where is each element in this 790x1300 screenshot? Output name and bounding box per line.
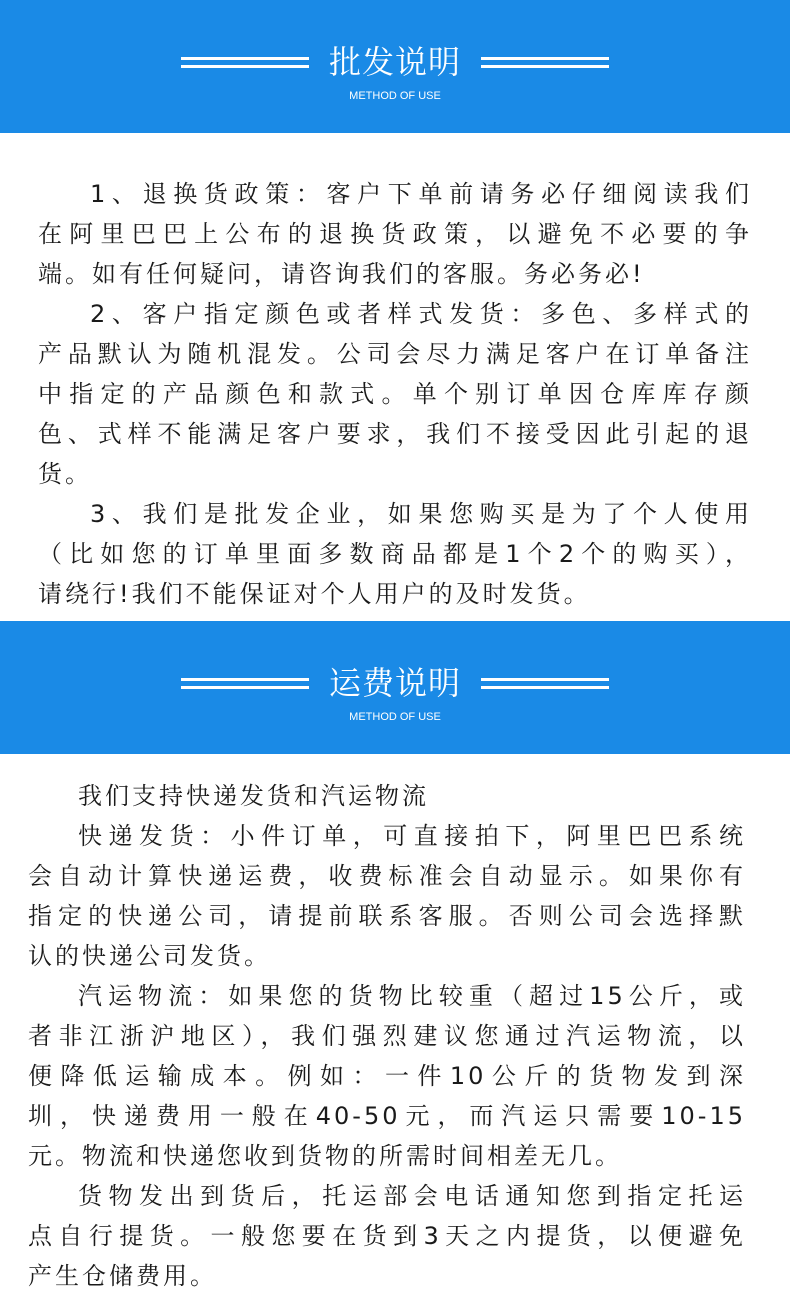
wholesale-line: 1、退换货政策：客户下单前请务必仔细阅读我们	[90, 180, 752, 208]
shipping-subtitle: METHOD OF USE	[349, 711, 441, 723]
shipping-title-row	[0, 655, 790, 711]
right-decoration-lines	[481, 678, 609, 689]
right-decoration-lines	[481, 57, 609, 68]
wholesale-line: 3、我们是批发企业，如果您购买是为了个人使用	[90, 500, 752, 528]
wholesale-line: 请绕行!我们不能保证对个人用户的及时发货。	[38, 580, 591, 608]
shipping-line: 便降低运输成本。例如：一件10公斤的货物发到深	[28, 1062, 746, 1090]
left-decoration-lines	[181, 678, 309, 689]
wholesale-title: 批发说明	[328, 43, 461, 81]
shipping-line: 认的快递公司发货。	[28, 942, 271, 970]
shipping-title: 运费说明	[328, 664, 461, 702]
shipping-line: 会自动计算快递运费，收费标准会自动显示。如果你有	[28, 862, 746, 890]
wholesale-line: （比如您的订单里面多数商品都是1个2个的购买），	[38, 540, 752, 568]
shipping-line: 者非江浙沪地区），我们强烈建议您通过汽运物流，以	[28, 1022, 746, 1050]
shipping-line: 圳，快递费用一般在40-50元，而汽运只需要10-15	[28, 1102, 746, 1130]
wholesale-line: 色、式样不能满足客户要求，我们不接受因此引起的退	[38, 420, 752, 448]
shipping-line: 指定的快递公司，请提前联系客服。否则公司会选择默	[28, 902, 746, 930]
shipping-banner	[0, 621, 790, 754]
shipping-line: 元。物流和快递您收到货物的所需时间相差无几。	[28, 1142, 622, 1170]
wholesale-line: 在阿里巴巴上公布的退换货政策，以避免不必要的争	[38, 220, 752, 248]
shipping-line: 产生仓储费用。	[28, 1262, 217, 1290]
shipping-line: 点自行提货。一般您要在货到3天之内提货，以便避免	[28, 1222, 746, 1250]
wholesale-line: 端。如有任何疑问，请咨询我们的客服。务必务必!	[38, 260, 645, 288]
wholesale-line: 货。	[38, 460, 92, 488]
shipping-line: 货物发出到货后，托运部会电话通知您到指定托运	[78, 1182, 746, 1210]
wholesale-banner	[0, 0, 790, 133]
wholesale-line: 产品默认为随机混发。公司会尽力满足客户在订单备注	[38, 340, 752, 368]
shipping-line: 快递发货：小件订单，可直接拍下，阿里巴巴系统	[78, 822, 746, 850]
shipping-line: 我们支持快递发货和汽运物流	[78, 782, 429, 810]
shipping-line: 汽运物流：如果您的货物比较重（超过15公斤，或	[78, 982, 746, 1010]
wholesale-line: 2、客户指定颜色或者样式发货：多色、多样式的	[90, 300, 752, 328]
wholesale-title-row	[0, 34, 790, 90]
left-decoration-lines	[181, 57, 309, 68]
wholesale-subtitle: METHOD OF USE	[349, 90, 441, 102]
wholesale-line: 中指定的产品颜色和款式。单个别订单因仓库库存颜	[38, 380, 752, 408]
